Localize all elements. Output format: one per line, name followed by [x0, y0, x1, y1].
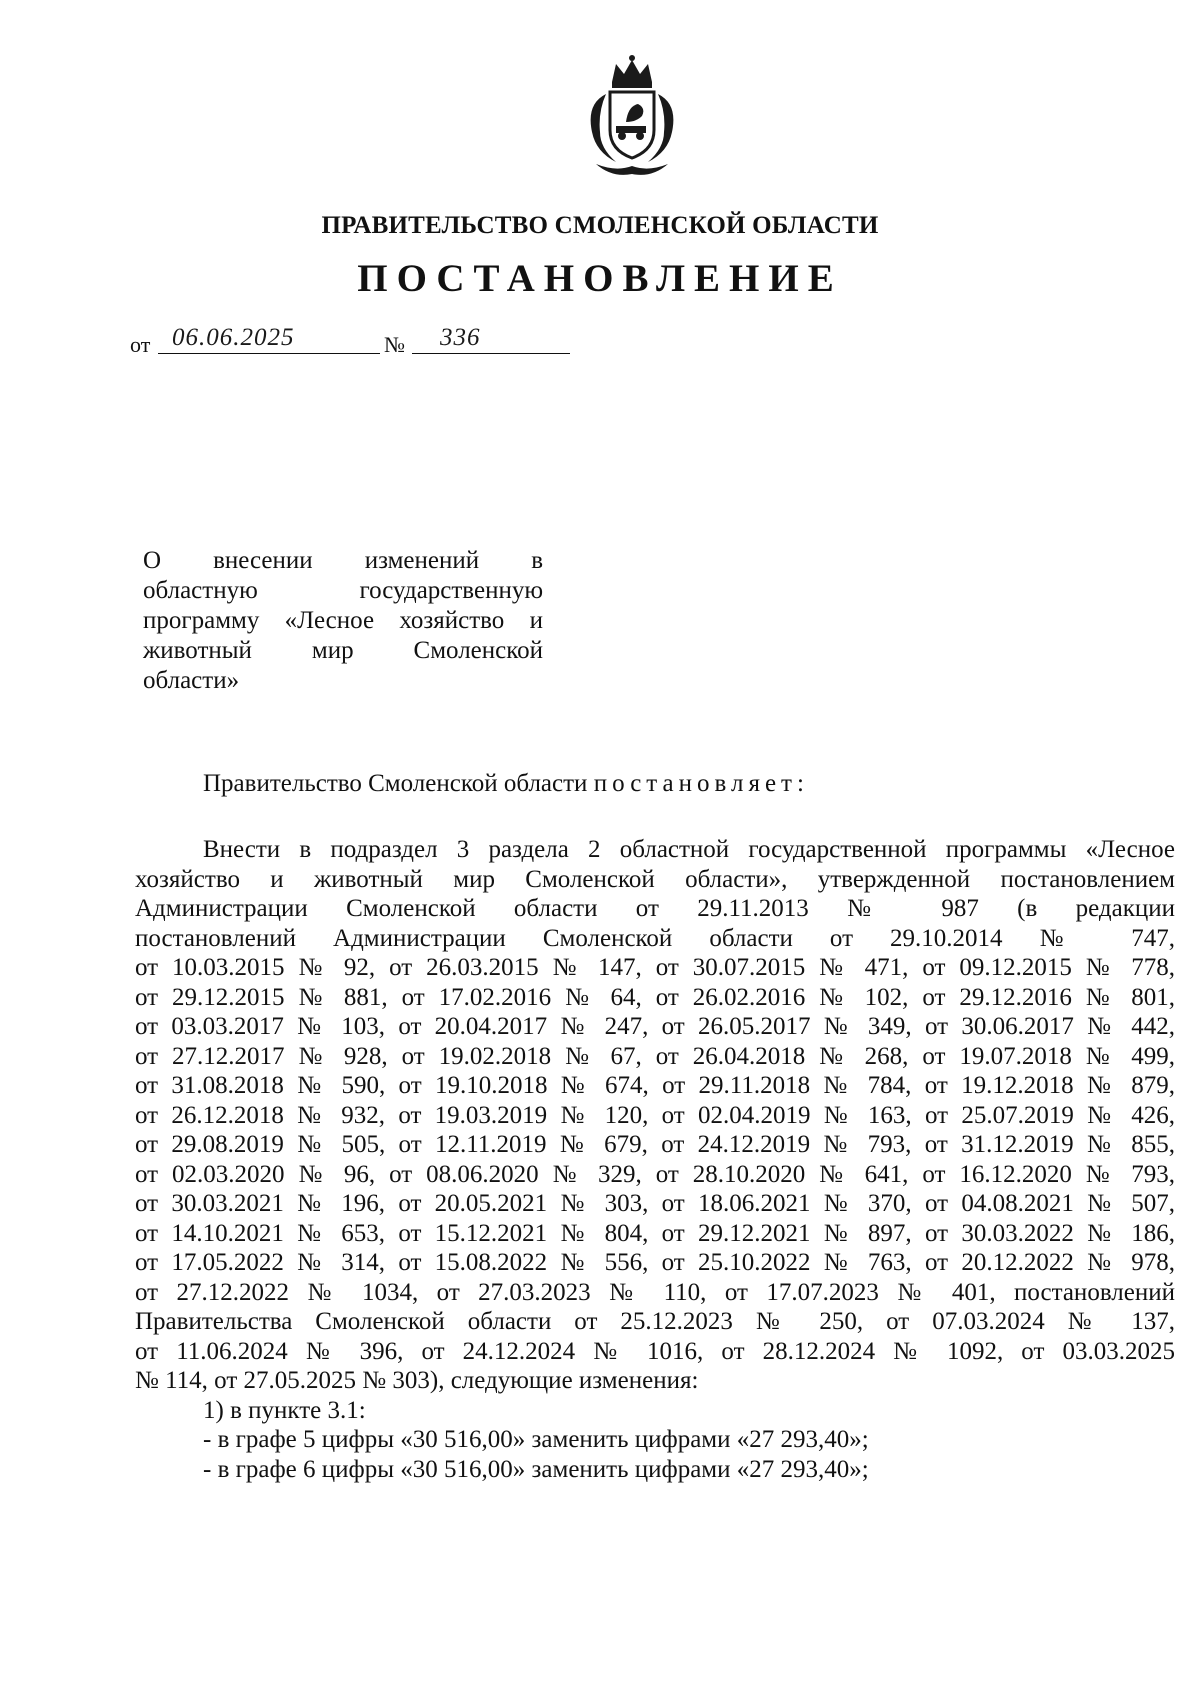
subject-line: областную государственную — [143, 577, 543, 604]
body-line: Правительства Смоленской области от 25.12.2023 № 250, от 07.03.2024 № 137, — [135, 1308, 1175, 1335]
document-type-title: ПОСТАНОВЛЕНИЕ — [357, 257, 843, 300]
document-date: 06.06.2025 — [158, 324, 380, 354]
subject-line: программу «Лесное хозяйство и — [143, 607, 543, 634]
body-line: от 02.03.2020 № 96, от 08.06.2020 № 329, от 28.10.2020 № 641, от 16.12.2020 № 793, — [135, 1160, 1175, 1188]
subject-line: О внесении изменений в — [143, 547, 543, 574]
change-item: 1) в пункте 3.1: — [203, 1396, 366, 1424]
body-line: от 11.06.2024 № 396, от 24.12.2024 № 1016, от 28.12.2024 № 1092, от 03.03.2025 — [135, 1337, 1175, 1365]
body-line: от 10.03.2015 № 92, от 26.03.2015 № 147, от 30.07.2015 № 471, от 09.12.2015 № 778, — [135, 954, 1175, 981]
body-line: от 27.12.2017 № 928, от 19.02.2018 № 67, от 26.04.2018 № 268, от 19.07.2018 № 499, — [135, 1042, 1175, 1070]
body-line: от 29.08.2019 № 505, от 12.11.2019 № 679, от 24.12.2019 № 793, от 31.12.2019 № 855, — [135, 1131, 1175, 1158]
number-label: № — [384, 332, 405, 357]
document-number: 336 — [412, 324, 570, 354]
body-line: № 114, от 27.05.2025 № 303), следующие изменения: — [135, 1367, 699, 1394]
body-line: от 14.10.2021 № 653, от 15.12.2021 № 804, от 29.12.2021 № 897, от 30.03.2022 № 186, — [135, 1219, 1175, 1247]
body-line: от 27.12.2022 № 1034, от 27.03.2023 № 110, от 17.07.2023 № 401, постановлений — [135, 1278, 1175, 1306]
date-number-line — [130, 324, 570, 360]
body-line: Администрации Смоленской области от 29.11.2013 № 987 (в редакции — [135, 895, 1175, 922]
document-body — [135, 835, 1175, 1484]
body-line: постановлений Администрации Смоленской области от 29.10.2014 № 747, — [135, 924, 1175, 952]
body-line: от 26.12.2018 № 932, от 19.03.2019 № 120, от 02.04.2019 № 163, от 25.07.2019 № 426, — [135, 1101, 1175, 1129]
preamble-verb: постановляет: — [593, 770, 809, 797]
body-line: от 29.12.2015 № 881, от 17.02.2016 № 64, от 26.02.2016 № 102, от 29.12.2016 № 801, — [135, 983, 1175, 1011]
preamble-subject: Правительство Смоленской области — [203, 770, 588, 797]
body-line: от 30.03.2021 № 196, от 20.05.2021 № 303, от 18.06.2021 № 370, от 04.08.2021 № 507, — [135, 1190, 1175, 1217]
body-line: хозяйство и животный мир Смоленской области», утвержденной постановлением — [135, 865, 1175, 893]
body-line: от 31.08.2018 № 590, от 19.10.2018 № 674, от 29.11.2018 № 784, от 19.12.2018 № 879, — [135, 1072, 1175, 1099]
body-line: от 17.05.2022 № 314, от 15.08.2022 № 556, от 25.10.2022 № 763, от 20.12.2022 № 978, — [135, 1249, 1175, 1276]
organization-title: ПРАВИТЕЛЬСТВО СМОЛЕНСКОЙ ОБЛАСТИ — [321, 212, 879, 239]
coat-of-arms-icon — [576, 52, 688, 180]
body-line: Внести в подраздел 3 раздела 2 областной государственной программы «Лесное — [203, 836, 1175, 863]
preamble — [203, 770, 809, 798]
change-item: - в графе 6 цифры «30 516,00» заменить цифрами «27 293,40»; — [203, 1455, 869, 1483]
subject-line: животный мир Смоленской — [143, 637, 543, 664]
body-line: от 03.03.2017 № 103, от 20.04.2017 № 247, от 26.05.2017 № 349, от 30.06.2017 № 442, — [135, 1013, 1175, 1040]
from-label: от — [130, 332, 151, 357]
subject-line: области» — [143, 667, 240, 694]
document-subject — [143, 546, 543, 696]
change-item: - в графе 5 цифры «30 516,00» заменить цифрами «27 293,40»; — [203, 1426, 869, 1453]
